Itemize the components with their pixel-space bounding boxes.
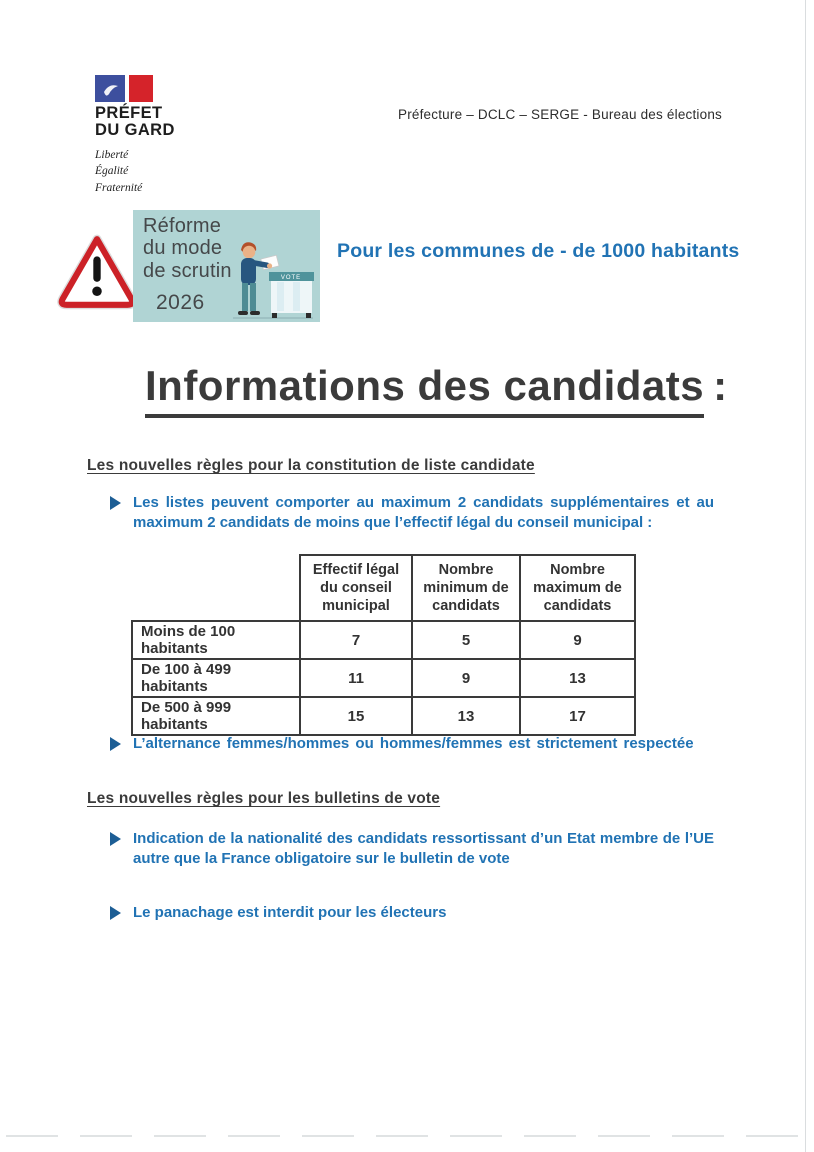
section-heading-bulletins-vote: Les nouvelles règles pour les bulletins de vote [87, 790, 441, 807]
reform-line3: de scrutin [143, 259, 232, 282]
bullet-text: Indication de la nationalité des candidats ressortissant d’un Etat membre de l’UE autre que la France obligatoire sur le bulletin de vote [133, 830, 714, 868]
cell-effectif: 11 [300, 659, 412, 697]
cell-effectif: 15 [300, 697, 412, 735]
logo-line1: PRÉFET [95, 104, 163, 122]
cell-min: 13 [412, 697, 520, 735]
cell-min: 9 [412, 659, 520, 697]
motto-fraternite: Fraternité [95, 181, 143, 194]
motto-liberte: Liberté [95, 148, 129, 161]
row-label: De 100 à 499 habitants [132, 659, 300, 697]
candidates-table [131, 554, 636, 736]
motto-egalite: Égalité [95, 165, 129, 178]
logo-name [95, 105, 275, 140]
warning-triangle-icon [56, 230, 138, 314]
bullet-nationalite [110, 829, 716, 870]
section-heading-liste-candidate: Les nouvelles règles pour la constitution de liste candidate [87, 457, 535, 474]
table-row [132, 621, 635, 659]
scan-artifact-line [6, 1135, 802, 1137]
col-header-max: Nombre maximum de candidats [520, 555, 635, 621]
page-title-colon: : [713, 362, 728, 409]
bullet-triangle-icon [110, 906, 121, 920]
french-flag-icon [95, 75, 155, 102]
row-label: De 500 à 999 habitants [132, 697, 300, 735]
table-row [132, 697, 635, 735]
bullet-panachage [110, 903, 716, 923]
cell-max: 13 [520, 659, 635, 697]
bullet-triangle-icon [110, 832, 121, 846]
col-header-min: Nombre minimum de candidats [412, 555, 520, 621]
table-header-row [132, 555, 635, 621]
table-row [132, 659, 635, 697]
scan-edge-line [805, 0, 806, 1152]
bullet-triangle-icon [110, 496, 121, 510]
vote-label: VOTE [280, 275, 302, 281]
cell-min: 5 [412, 621, 520, 659]
reform-banner [133, 210, 320, 322]
col-header-effectif: Effectif légal du conseil municipal [300, 555, 412, 621]
audience-line: Pour les communes de - de 1000 habitants [337, 240, 740, 262]
reform-banner-text [143, 215, 232, 282]
bullet-text: Le panachage est interdit pour les électeurs [133, 904, 447, 921]
reform-line1: Réforme [143, 215, 222, 237]
bullet-text: L’alternance femmes/hommes ou hommes/femmes est strictement respectée [133, 735, 694, 752]
reform-line2: du mode [143, 237, 223, 260]
page-title [145, 362, 728, 410]
cell-effectif: 7 [300, 621, 412, 659]
row-label: Moins de 100 habitants [132, 621, 300, 659]
prefet-du-gard-logo [95, 75, 275, 197]
header-service-line: Préfecture – DCLC – SERGE - Bureau des élections [398, 107, 722, 122]
bullet-triangle-icon [110, 737, 121, 751]
logo-line2: DU GARD [95, 121, 175, 140]
cell-max: 9 [520, 621, 635, 659]
table-corner-cell [132, 555, 300, 621]
reform-year: 2026 [156, 291, 205, 314]
logo-motto [95, 147, 275, 197]
cell-max: 17 [520, 697, 635, 735]
bullet-max-candidats [110, 493, 716, 534]
page-title-text: Informations des candidats [145, 362, 704, 418]
ballot-box-illustration [223, 227, 319, 321]
bullet-alternance [110, 734, 716, 754]
bullet-text: Les listes peuvent comporter au maximum 2 candidats supplémentaires et au maximum 2 candidats de moins que l’effectif légal du conseil municipal : [133, 494, 714, 532]
